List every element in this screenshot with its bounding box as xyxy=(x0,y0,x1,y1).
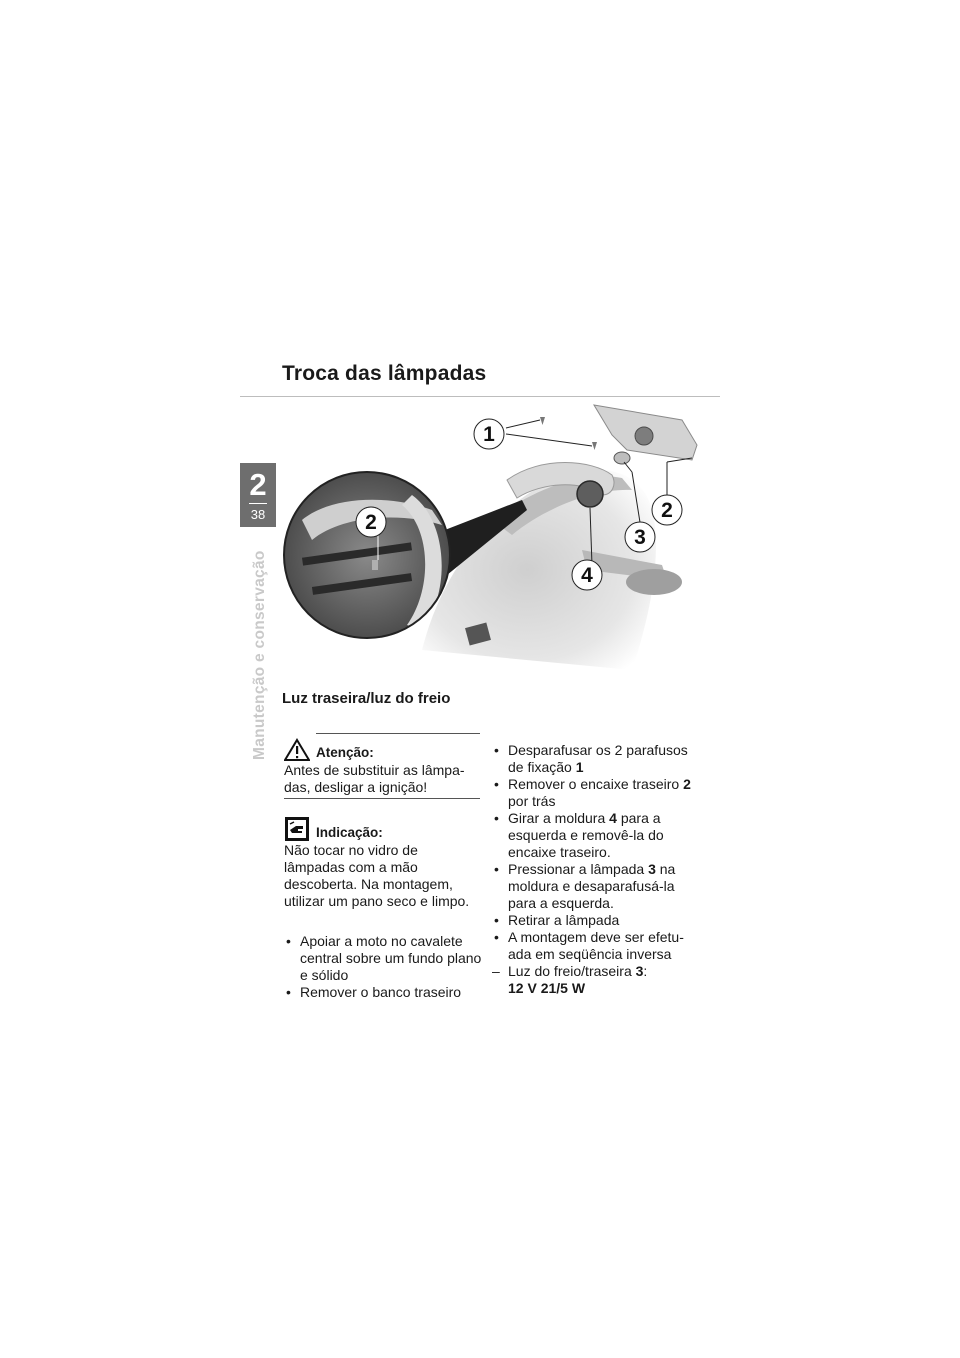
warning-text: Antes de substituir as lâmpa-das, desligar a ignição! xyxy=(284,762,465,795)
tail-light-illustration xyxy=(282,400,722,675)
note-label: Indicação: xyxy=(316,825,383,840)
warning-triangle-icon xyxy=(284,738,310,762)
callout-2-zoom: 2 xyxy=(365,511,377,534)
warning-bottom-rule xyxy=(284,798,480,799)
list-item: • Pressionar a lâmpada 3 na moldura e desaparafusá-la para a esquerda. xyxy=(492,861,698,912)
title-divider xyxy=(240,396,720,397)
bulb-spec: – Luz do freio/traseira 3: 12 V 21/5 W xyxy=(492,963,698,997)
page-title: Troca das lâmpadas xyxy=(282,362,487,385)
list-item: • Retirar a lâmpada xyxy=(492,912,698,929)
chapter-tab-divider xyxy=(249,503,267,504)
callout-3: 3 xyxy=(634,526,646,549)
list-item: • Apoiar a moto no cavalete central sobre um fundo plano e sólido xyxy=(284,933,484,984)
steps-right-list xyxy=(492,742,698,997)
list-item: • A montagem deve ser efetu-ada em seqüência inversa xyxy=(492,929,698,963)
list-item: • Remover o banco traseiro xyxy=(284,984,484,1001)
warning-label: Atenção: xyxy=(316,745,374,760)
callout-1: 1 xyxy=(483,423,495,446)
section-title: Luz traseira/luz do freio xyxy=(282,690,451,707)
warning-box xyxy=(284,733,480,799)
callout-2: 2 xyxy=(661,499,673,522)
bulb-spec-value: 12 V 21/5 W xyxy=(508,980,586,996)
list-item: • Remover o encaixe traseiro 2 por trás xyxy=(492,776,698,810)
list-item: • Girar a moldura 4 para a esquerda e removê-la do encaixe traseiro. xyxy=(492,810,698,861)
steps-left-list xyxy=(284,933,484,1001)
page-number: 38 xyxy=(250,507,266,522)
chapter-side-title: Manutenção e conservação xyxy=(251,550,268,760)
note-box xyxy=(284,814,480,910)
indication-hand-icon xyxy=(284,816,310,842)
callout-4: 4 xyxy=(581,564,593,587)
chapter-number: 2 xyxy=(249,467,267,502)
list-item: • Desparafusar os 2 parafusos de fixação 1 xyxy=(492,742,698,776)
note-text: Não tocar no vidro de lâmpadas com a mão descoberta. Na montagem, utilizar um pano seco e limpo. xyxy=(284,842,470,909)
